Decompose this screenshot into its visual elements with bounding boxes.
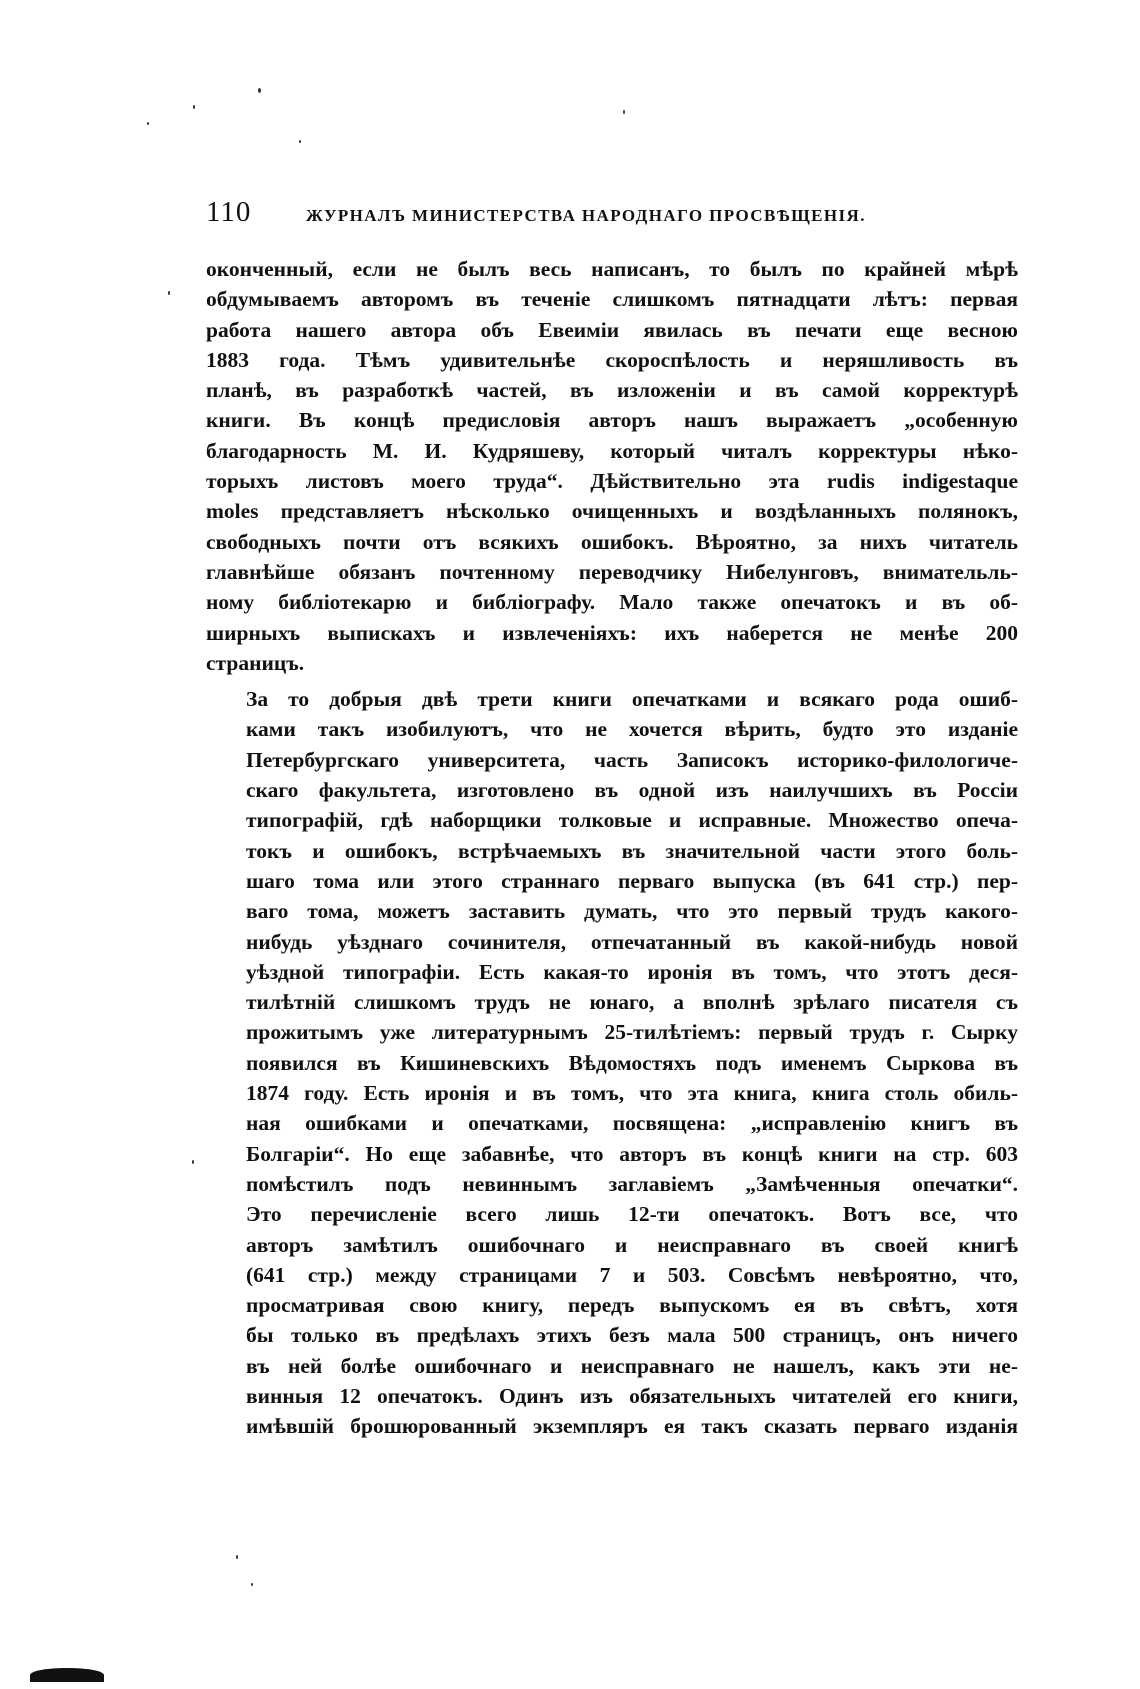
text-line: (641 стр.) между страницами 7 и 503. Совсѣмъ невѣроятно, что, xyxy=(246,1262,1018,1287)
paper-speck xyxy=(236,1555,238,1559)
text-line-split xyxy=(206,587,1018,617)
body-text xyxy=(206,254,1018,1442)
paper-speck xyxy=(623,110,625,114)
text-line: тилѣтній слишкомъ трудъ не юнаго, а вполнѣ зрѣлаго писателя съ xyxy=(246,990,1018,1015)
paper-speck xyxy=(147,122,149,125)
text-line: помѣстилъ подъ невиннымъ заглавіемъ „Замѣченныя опечатки“. xyxy=(246,1171,1018,1196)
text-line: въ ней болѣе ошибочнаго и неисправнаго не нашелъ, какъ эти не- xyxy=(246,1353,1018,1378)
running-title: ЖУРНАЛЪ МИНИСТЕРСТВА НАРОДНАГО ПРОСВѢЩЕНІЯ. xyxy=(306,206,866,225)
paper-speck xyxy=(258,88,261,93)
text-line: появился въ Кишиневскихъ Вѣдомостяхъ подъ именемъ Сыркова въ xyxy=(246,1050,1018,1075)
text-line: ками такъ изобилуютъ, что не хочется вѣрить, будто это изданіе xyxy=(246,717,1018,742)
page-header xyxy=(206,196,1022,232)
text-fragment: главнѣйше обязанъ почтенному переводчику Нибелунговъ, внимательль- xyxy=(206,559,1018,584)
text-line: оконченный, если не былъ весь написанъ, то былъ по крайней мѣрѣ xyxy=(206,257,1018,281)
text-line: торыхъ листовъ моего труда“. Дѣйствительно эта rudis indigestaque xyxy=(206,469,1018,494)
page-edge-shadow xyxy=(30,1668,104,1682)
text-line: благодарность М. И. Кудряшеву, который читалъ корректуры нѣко- xyxy=(206,438,1018,463)
text-line: ширныхъ выпискахъ и извлеченіяхъ: ихъ наберется не менѣе 200 xyxy=(206,620,1018,645)
paragraph-1 xyxy=(206,254,1018,678)
text-line: свободныхъ почти отъ всякихъ ошибокъ. Вѣроятно, за нихъ читатель xyxy=(206,529,1018,554)
text-line: токъ и ошибокъ, встрѣчаемыхъ въ значительной части этого боль- xyxy=(246,838,1018,863)
text-line: винныя 12 опечатокъ. Одинъ изъ обязательныхъ читателей его книги, xyxy=(246,1383,1018,1408)
text-line: прожитымъ уже литературнымъ 25-тилѣтіемъ: первый трудъ г. Сырку xyxy=(246,1020,1018,1045)
text-line: скаго факультета, изготовлено въ одной изъ наилучшихъ въ Россіи xyxy=(246,778,1018,803)
paper-speck xyxy=(168,291,170,295)
text-line: уѣздной типографіи. Есть какая-то иронія въ томъ, что этотъ деся- xyxy=(246,959,1018,984)
text-line: книги. Въ концѣ предисловія авторъ нашъ выражаетъ „особенную xyxy=(206,408,1018,433)
paper-speck xyxy=(251,1583,253,1586)
text-line-split xyxy=(206,557,1018,587)
text-line: имѣвшій брошюрованный экземпляръ ея такъ сказать перваго изданія xyxy=(246,1414,1018,1439)
text-line: бы только въ предѣлахъ этихъ безъ мала 500 страницъ, онъ ничего xyxy=(246,1323,1018,1348)
paragraph-2 xyxy=(206,684,1018,1441)
text-line: Это перечисленіе всего лишь 12-ти опечатокъ. Вотъ все, что xyxy=(246,1202,1018,1227)
text-line: Петербургскаго университета, часть Записокъ историко-филологиче- xyxy=(246,747,1018,772)
text-line: типографій, гдѣ наборщики толковые и исправные. Множество опеча- xyxy=(246,808,1018,833)
text-line: За то добрыя двѣ трети книги опечатками и всякаго рода ошиб- xyxy=(246,687,1018,712)
text-line: 1874 году. Есть иронія и въ томъ, что эта книга, книга столь обиль- xyxy=(246,1081,1018,1106)
text-fragment: ному библіотекарю и библіографу. Мало также опечатокъ и въ об- xyxy=(206,590,1018,615)
text-line: moles представляетъ нѣсколько очищенныхъ и воздѣланныхъ полянокъ, xyxy=(206,499,1018,524)
text-line: ная ошибками и опечатками, посвящена: „исправленію книгъ въ xyxy=(246,1111,1018,1136)
text-line: Болгаріи“. Но еще забавнѣе, что авторъ въ концѣ книги на стр. 603 xyxy=(246,1141,1018,1166)
text-line: шаго тома или этого страннаго перваго выпуска (въ 641 стр.) пер- xyxy=(246,868,1018,893)
text-line: страницъ. xyxy=(206,650,305,675)
text-line: ваго тома, можетъ заставить думать, что это первый трудъ какого- xyxy=(246,899,1018,924)
text-line: авторъ замѣтилъ ошибочнаго и неисправнаго въ своей книгѣ xyxy=(246,1232,1018,1257)
text-line: просматривая свою книгу, передъ выпускомъ ея въ свѣтъ, хотя xyxy=(246,1293,1018,1318)
paper-speck xyxy=(192,1160,194,1164)
paper-speck xyxy=(193,105,195,109)
text-line: 1883 года. Тѣмъ удивительнѣе скороспѣлость и неряшливость въ xyxy=(206,347,1018,372)
page-number: 110 xyxy=(206,196,252,228)
text-line: работа нашего автора объ Евеиміи явилась въ печати еще весною xyxy=(206,317,1018,342)
text-line: планѣ, въ разработкѣ частей, въ изложеніи и въ самой корректурѣ xyxy=(206,378,1018,403)
text-line: обдумываемъ авторомъ въ теченіе слишкомъ пятнадцати лѣтъ: первая xyxy=(206,287,1018,312)
paper-speck xyxy=(299,140,301,143)
text-line: нибудь уѣзднаго сочинителя, отпечатанный въ какой-нибудь новой xyxy=(246,929,1018,954)
